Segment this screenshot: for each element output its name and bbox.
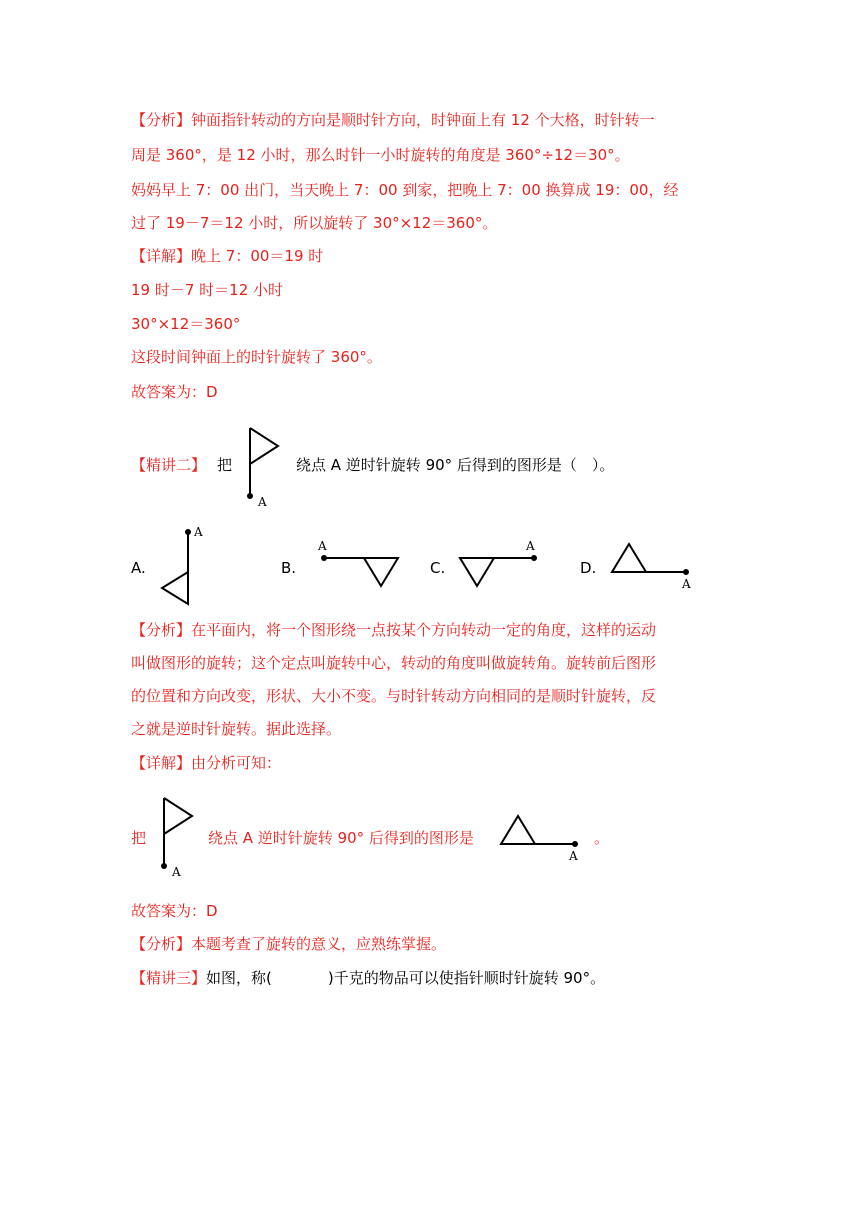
question-text-b: )千克的物品可以使指针顺时针旋转 90°。 bbox=[327, 969, 606, 987]
detail-prefix: 把 bbox=[131, 829, 147, 847]
point-a-label: A bbox=[318, 539, 327, 553]
flag-figure-detail bbox=[152, 794, 202, 880]
detail-line: 晚上 7：00＝19 时 bbox=[191, 247, 324, 265]
option-b-figure bbox=[314, 536, 404, 592]
detail-tag: 【详解】 bbox=[131, 247, 192, 265]
flag-figure bbox=[238, 424, 288, 510]
detail-line: 由分析可知： bbox=[191, 754, 282, 772]
analysis-line: 周是 360°，是 12 小时，那么时针一小时旋转的角度是 360°÷12＝30°。 bbox=[131, 146, 630, 164]
point-a-label: A bbox=[682, 577, 691, 591]
detail-paragraph bbox=[131, 753, 281, 773]
detail-tag: 【详解】 bbox=[131, 754, 192, 772]
detail-end: 。 bbox=[594, 829, 610, 847]
analysis-line: 之就是逆时针旋转。据此选择。 bbox=[131, 720, 342, 738]
analysis-line: 妈妈早上 7：00 出门，当天晚上 7：00 到家，把晚上 7：00 换算成 19：00，经 bbox=[131, 181, 679, 199]
detail-paragraph bbox=[131, 246, 323, 266]
review-text: 本题考查了旋转的意义，应熟练掌握。 bbox=[191, 935, 447, 953]
question-prefix: 把 bbox=[217, 456, 233, 474]
point-a-label: A bbox=[569, 849, 578, 863]
answer-line: 故答案为：D bbox=[131, 902, 218, 920]
question-suffix: 绕点 A 逆时针旋转 90° 后得到的图形是（ ）。 bbox=[296, 456, 615, 474]
analysis-tag: 【分析】 bbox=[131, 111, 192, 129]
option-a-label: A. bbox=[131, 559, 146, 577]
point-a-label: A bbox=[258, 495, 267, 509]
option-c-label: C. bbox=[430, 559, 446, 577]
point-a-label: A bbox=[172, 865, 181, 879]
analysis-line: 在平面内，将一个图形绕一点按某个方向转动一定的角度，这样的运动 bbox=[191, 621, 657, 639]
question-text-a: 如图，称( bbox=[206, 969, 272, 987]
point-a-label: A bbox=[526, 539, 535, 553]
detail-line: 这段时间钟面上的时针旋转了 360°。 bbox=[131, 348, 382, 366]
analysis-line: 过了 19－7＝12 小时，所以旋转了 30°×12＝360°。 bbox=[131, 214, 498, 232]
option-d-figure bbox=[608, 536, 698, 592]
option-b-label: B. bbox=[281, 559, 297, 577]
analysis-paragraph-2 bbox=[131, 620, 656, 640]
answer-line: 故答案为：D bbox=[131, 383, 218, 401]
answer-figure bbox=[497, 808, 587, 864]
analysis-tag: 【分析】 bbox=[131, 621, 192, 639]
question-tag: 【精讲三】 bbox=[131, 969, 207, 987]
point-a-label: A bbox=[194, 525, 203, 539]
analysis-line: 的位置和方向改变，形状、大小不变。与时针转动方向相同的是顺时针旋转，反 bbox=[131, 687, 657, 705]
question-3 bbox=[131, 968, 605, 988]
detail-line: 30°×12＝360° bbox=[131, 315, 241, 333]
analysis-line: 叫做图形的旋转；这个定点叫旋转中心，转动的角度叫做旋转角。旋转前后图形 bbox=[131, 654, 657, 672]
detail-mid: 绕点 A 逆时针旋转 90° 后得到的图形是 bbox=[208, 829, 474, 847]
analysis-paragraph-1 bbox=[131, 110, 655, 130]
option-d-label: D. bbox=[580, 559, 597, 577]
analysis-line: 钟面指针转动的方向是顺时针方向，时钟面上有 12 个大格，时针转一 bbox=[191, 111, 655, 129]
option-a-figure bbox=[158, 522, 216, 610]
detail-line: 19 时－7 时＝12 小时 bbox=[131, 281, 284, 299]
question-tag: 【精讲二】 bbox=[131, 456, 207, 474]
option-c-figure bbox=[456, 536, 546, 592]
review-paragraph bbox=[131, 934, 446, 954]
review-tag: 【分析】 bbox=[131, 935, 192, 953]
